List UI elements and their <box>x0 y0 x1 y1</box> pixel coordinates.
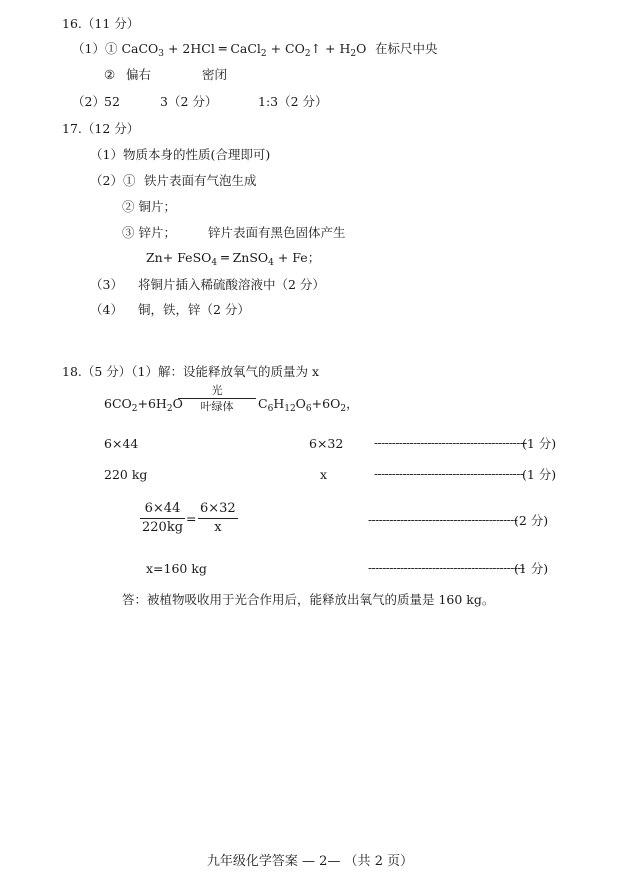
page-footer: 九年级化学答案 — 2— （共 2 页） <box>206 854 414 869</box>
q16-title: 16.（11 分） <box>62 16 140 31</box>
q16-part1-equation-line <box>72 41 366 62</box>
q17-part1: （1）物质本身的性质(合理即可) <box>90 147 271 162</box>
q16-part2-answer-b: 3（2 分） <box>160 94 218 109</box>
q18-equation-right: $C_6H_{12}O_6+6O_2$， <box>258 396 359 414</box>
q18-row2-score: (1 分) <box>522 467 557 482</box>
q18-row2-left: 220 kg <box>104 467 148 482</box>
q17-equation: Zn+ FeSO$_4$ ═ ZnSO$_4$ + Fe； <box>146 250 321 268</box>
q16-part2-answer-c: 1:3（2 分） <box>258 94 328 109</box>
q17-part4-number: （4） <box>90 302 123 317</box>
q18-fraction-right <box>198 500 238 537</box>
q16-part1b-answer-b: 密闭 <box>202 67 228 82</box>
q18-row2-mid: x <box>320 467 328 482</box>
q18-answer: 答：被植物吸收用于光合作用后，能释放出氧气的质量是 160 kg。 <box>122 592 495 607</box>
q18-arrow-condition-top: 光 <box>211 384 223 397</box>
q18-row1-dashes: ------------------------------------------- <box>374 436 527 450</box>
q18-fraction-left-denominator: 220kg <box>142 520 184 535</box>
q16-part2-answer-a: 52 <box>104 94 120 109</box>
q18-fraction-right-numerator: 6×32 <box>198 500 238 519</box>
q18-title: 18.（5 分）（1）解：设能释放氧气的质量为 x <box>62 364 320 379</box>
q17-part3-number: （3） <box>90 277 123 292</box>
q18-fraction-left <box>140 500 185 537</box>
q18-row2-dashes: ------------------------------------------ <box>374 467 524 481</box>
q18-arrow-condition-bottom: 叶绿体 <box>200 400 234 413</box>
q16-equation: CaCO$_3$ + 2HCl ═ CaCl$_2$ + $CO_2↑ + H_2O$ <box>121 41 367 59</box>
q17-part2-answer-a: 铁片表面有气泡生成 <box>144 173 257 188</box>
q17-part2-answer-c-number: ③ 锌片； <box>122 225 176 240</box>
q16-part1b-number: ② <box>104 67 116 82</box>
q18-reaction-arrow <box>178 384 256 413</box>
q18-row1-left: 6×44 <box>104 436 139 451</box>
q18-equation-left: $6CO_2+6H_2O$ <box>104 396 183 414</box>
q18-arrow-line <box>178 398 256 399</box>
q18-row3-dashes: ------------------------------------------ <box>368 513 518 527</box>
q17-part3-text: 将铜片插入稀硫酸溶液中（2 分） <box>138 277 325 292</box>
q18-fraction-left-numerator: 6×44 <box>140 500 185 519</box>
q17-part4-text: 铜，铁，锌（2 分） <box>138 302 250 317</box>
q18-row1-mid: 6×32 <box>309 436 344 451</box>
q17-part2-number: （2）① <box>90 173 136 188</box>
q18-row1-score: (1 分) <box>522 436 557 451</box>
q17-part2-answer-b: ② 铜片； <box>122 199 176 214</box>
q18-row4-dashes: -------------------------------------------- <box>368 561 525 575</box>
q18-fraction-right-denominator: x <box>214 520 222 535</box>
q16-part1-note: 在标尺中央 <box>375 41 438 56</box>
q16-part1-number: （1）① <box>72 41 118 56</box>
q18-row4-score: (1 分) <box>514 561 549 576</box>
q16-part2-number: （2） <box>72 94 105 109</box>
q18-row3-score: (2 分) <box>514 513 549 528</box>
q18-row4-left: x=160 kg <box>146 561 207 576</box>
q17-title: 17.（12 分） <box>62 121 140 136</box>
q17-part2-answer-c-text: 锌片表面有黑色固体产生 <box>208 225 346 240</box>
q18-fraction-equals: = <box>186 511 197 526</box>
q16-part1b-answer-a: 偏右 <box>126 67 152 82</box>
